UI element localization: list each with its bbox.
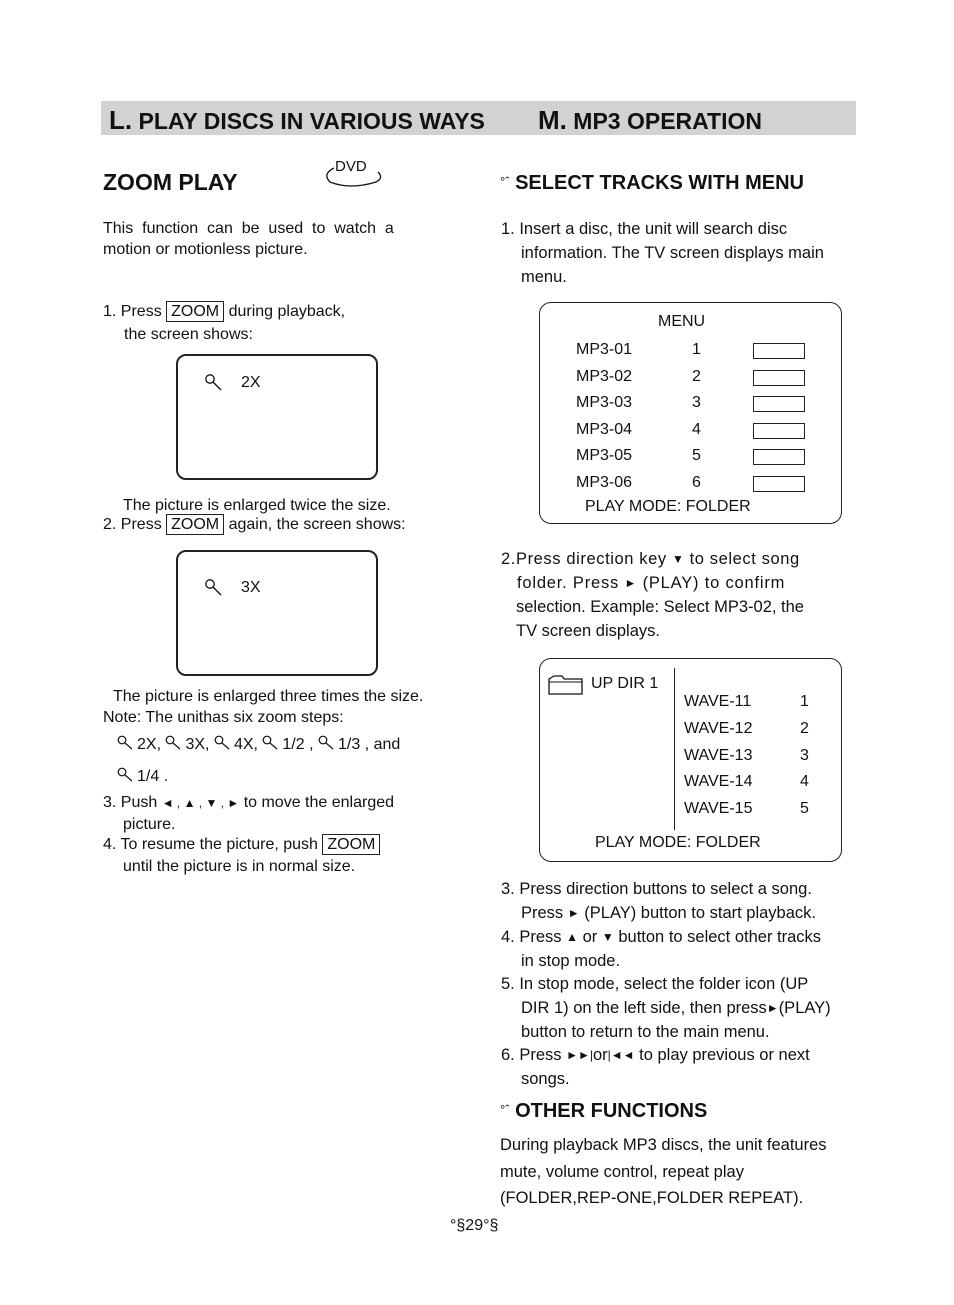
mp3-step5-line1: 5. In stop mode, select the folder icon (UP <box>501 975 809 993</box>
menu-title: MENU <box>658 313 706 330</box>
title-mark: °ˆ <box>500 1102 510 1117</box>
dvd-badge-label: DVD <box>335 158 367 175</box>
other-functions-title <box>500 1100 707 1123</box>
magnifier-icon <box>204 578 224 603</box>
folder-icon <box>548 675 584 700</box>
header-right <box>538 105 762 136</box>
magnifier-icon <box>214 736 234 753</box>
mp3-step3-line2 <box>521 902 816 926</box>
folder-play-mode: PLAY MODE: FOLDER <box>595 834 761 851</box>
folder-track-number: 1 <box>800 693 809 710</box>
mp3-step5-text: DIR 1) on the left side, then press <box>521 999 767 1018</box>
zoom-step4-text: 4. To resume the picture, push <box>103 836 318 853</box>
zoom-key: ZOOM <box>322 834 380 855</box>
play-arrow-icon: ► <box>624 576 638 590</box>
header-bar <box>101 101 856 135</box>
zoom-step1-text: 1. Press <box>103 303 162 320</box>
zoom-intro-line2: motion or motionless picture. <box>103 241 308 258</box>
header-left-title: PLAY DISCS IN VARIOUS WAYS <box>138 108 485 134</box>
zoom-step3-text: 3. Push <box>103 794 158 811</box>
menu-track-name: MP3-03 <box>576 394 633 411</box>
folder-track-number: 5 <box>800 800 809 817</box>
mp3-step6-text: 6. Press <box>501 1046 562 1065</box>
zoom-step1-line2: the screen shows: <box>124 326 253 343</box>
zoom-step2 <box>103 514 406 535</box>
zoom-steps-list <box>117 734 400 755</box>
mp3-step5-text2: (PLAY) <box>778 999 831 1018</box>
mp3-step2-text: 2.Press direction key <box>501 550 667 569</box>
zoom-caption1: The picture is enlarged twice the size. <box>123 497 391 514</box>
mp3-step2-text3: folder. Press <box>517 574 620 593</box>
direction-arrows-icon: ◄ , ▲ , ▼ , ► <box>161 796 240 810</box>
menu-track-name: MP3-06 <box>576 474 633 491</box>
header-left-letter: L. <box>109 105 133 135</box>
mp3-step2-line3: selection. Example: Select MP3-02, the <box>516 598 804 616</box>
zoom-step4-line2: until the picture is in normal size. <box>123 858 356 875</box>
header-left <box>109 105 485 136</box>
magnifier-icon <box>262 736 282 753</box>
dvd-badge-icon <box>320 158 384 190</box>
menu-track-name: MP3-05 <box>576 447 633 464</box>
menu-track-number: 4 <box>692 421 701 438</box>
mp3-step1-line3: menu. <box>521 268 567 286</box>
folder-track-number: 3 <box>800 747 809 764</box>
menu-track-name: MP3-01 <box>576 341 633 358</box>
up-dir-label: UP DIR 1 <box>591 675 659 692</box>
mp3-step6-text2: to play previous or next <box>639 1046 810 1065</box>
mp3-step5-line2 <box>521 997 831 1021</box>
other-functions-body <box>500 1132 827 1212</box>
menu-track-number: 5 <box>692 447 701 464</box>
menu-track-box <box>753 423 805 439</box>
header-right-title: MP3 OPERATION <box>573 108 762 134</box>
mp3-step2-line4: TV screen displays. <box>516 622 660 640</box>
zoom-step-item: 1/4 . <box>137 768 169 785</box>
zoom-step-item: 4X, <box>233 736 258 753</box>
zoom-level-label: 2X <box>241 374 261 391</box>
mp3-step2-line1 <box>501 548 800 572</box>
mp3-step6-line2: songs. <box>521 1070 570 1088</box>
mp3-step5-line3: button to return to the main menu. <box>521 1023 770 1041</box>
menu-track-box <box>753 396 805 412</box>
magnifier-icon <box>117 768 137 785</box>
play-arrow-icon: ► <box>567 906 580 920</box>
tv-screen-3x <box>176 550 378 676</box>
zoom-step-item: 1/3 , and <box>338 736 401 753</box>
mp3-step4-line1 <box>501 926 821 950</box>
menu-track-box <box>753 370 805 386</box>
menu-track-box <box>753 343 805 359</box>
menu-track-number: 1 <box>692 341 701 358</box>
zoom-title: ZOOM PLAY <box>103 169 238 195</box>
menu-track-box <box>753 476 805 492</box>
zoom-step4 <box>103 834 380 855</box>
folder-track-name: WAVE-12 <box>684 720 753 737</box>
folder-track-name: WAVE-15 <box>684 800 753 817</box>
folder-track-number: 2 <box>800 720 809 737</box>
menu-track-name: MP3-02 <box>576 368 633 385</box>
up-arrow-icon: ▲ <box>566 930 579 944</box>
zoom-step3-line2: picture. <box>123 816 176 833</box>
mp3-step1-line2: information. The TV screen displays main <box>521 244 824 262</box>
title-mark: °ˆ <box>500 174 510 189</box>
page-number: °§29°§ <box>450 1217 499 1234</box>
zoom-steps-last <box>117 766 168 787</box>
menu-track-name: MP3-04 <box>576 421 633 438</box>
menu-track-box <box>753 449 805 465</box>
header-right-letter: M. <box>538 105 567 135</box>
mp3-step4-or: or <box>582 928 598 947</box>
mp3-step4-text: 4. Press <box>501 928 562 947</box>
mp3-step3-text2: (PLAY) button to start playback. <box>584 904 816 923</box>
other-functions-line: During playback MP3 discs, the unit features <box>500 1136 827 1154</box>
menu-track-number: 3 <box>692 394 701 411</box>
select-tracks-title-text: SELECT TRACKS WITH MENU <box>515 172 804 194</box>
magnifier-icon <box>318 736 338 753</box>
folder-track-number: 4 <box>800 773 809 790</box>
mp3-step2-line2 <box>517 572 785 596</box>
folder-track-name: WAVE-14 <box>684 773 753 790</box>
mp3-folder-screen <box>539 658 842 862</box>
play-arrow-icon: ► <box>766 1001 779 1015</box>
magnifier-icon <box>204 373 224 398</box>
menu-track-number: 6 <box>692 474 701 491</box>
previous-track-icon: |◄◄ <box>607 1048 635 1062</box>
mp3-step2-text2: to select song <box>689 550 800 569</box>
mp3-step3-line1: 3. Press direction buttons to select a song. <box>501 880 812 898</box>
divider <box>674 668 675 830</box>
mp3-menu-screen <box>539 302 842 524</box>
mp3-step4-text2: button to select other tracks <box>618 928 822 947</box>
mp3-step4-line2: in stop mode. <box>521 952 621 970</box>
down-arrow-icon: ▼ <box>601 930 614 944</box>
zoom-caption2: The picture is enlarged three times the size. <box>113 688 424 705</box>
magnifier-icon <box>117 736 137 753</box>
zoom-step-item: 1/2 , <box>282 736 314 753</box>
other-functions-title-text: OTHER FUNCTIONS <box>515 1100 708 1122</box>
other-functions-line: (FOLDER,REP-ONE,FOLDER REPEAT). <box>500 1189 804 1207</box>
other-functions-line: mute, volume control, repeat play <box>500 1162 744 1181</box>
zoom-step-item: 2X, <box>137 736 162 753</box>
mp3-step6-or: or <box>593 1046 608 1065</box>
zoom-step3-text2: to move the enlarged <box>243 794 395 811</box>
tv-screen-2x <box>176 354 378 480</box>
zoom-key: ZOOM <box>166 514 224 535</box>
menu-play-mode: PLAY MODE: FOLDER <box>585 498 751 515</box>
select-tracks-title <box>500 172 804 195</box>
mp3-step6-line1 <box>501 1044 810 1068</box>
zoom-note: Note: The unithas six zoom steps: <box>103 709 344 726</box>
down-arrow-icon: ▼ <box>671 552 685 566</box>
zoom-key: ZOOM <box>166 301 224 322</box>
magnifier-icon <box>165 736 185 753</box>
next-track-icon: ►►| <box>566 1048 593 1062</box>
mp3-step2-text4: (PLAY) to confirm <box>642 574 786 593</box>
zoom-step-item: 3X, <box>185 736 210 753</box>
zoom-step2-text: 2. Press <box>103 516 162 533</box>
folder-track-name: WAVE-13 <box>684 747 753 764</box>
zoom-level-label: 3X <box>241 579 261 596</box>
zoom-step1-text2: during playback, <box>228 303 346 320</box>
zoom-step1 <box>103 301 345 322</box>
mp3-step3-text: Press <box>521 904 564 923</box>
folder-track-name: WAVE-11 <box>684 693 752 710</box>
menu-track-number: 2 <box>692 368 701 385</box>
zoom-step2-text2: again, the screen shows: <box>228 516 406 533</box>
zoom-step3 <box>103 792 394 814</box>
mp3-step1-line1: 1. Insert a disc, the unit will search disc <box>501 220 788 238</box>
zoom-intro-line1: This function can be used to watch a <box>103 220 394 237</box>
